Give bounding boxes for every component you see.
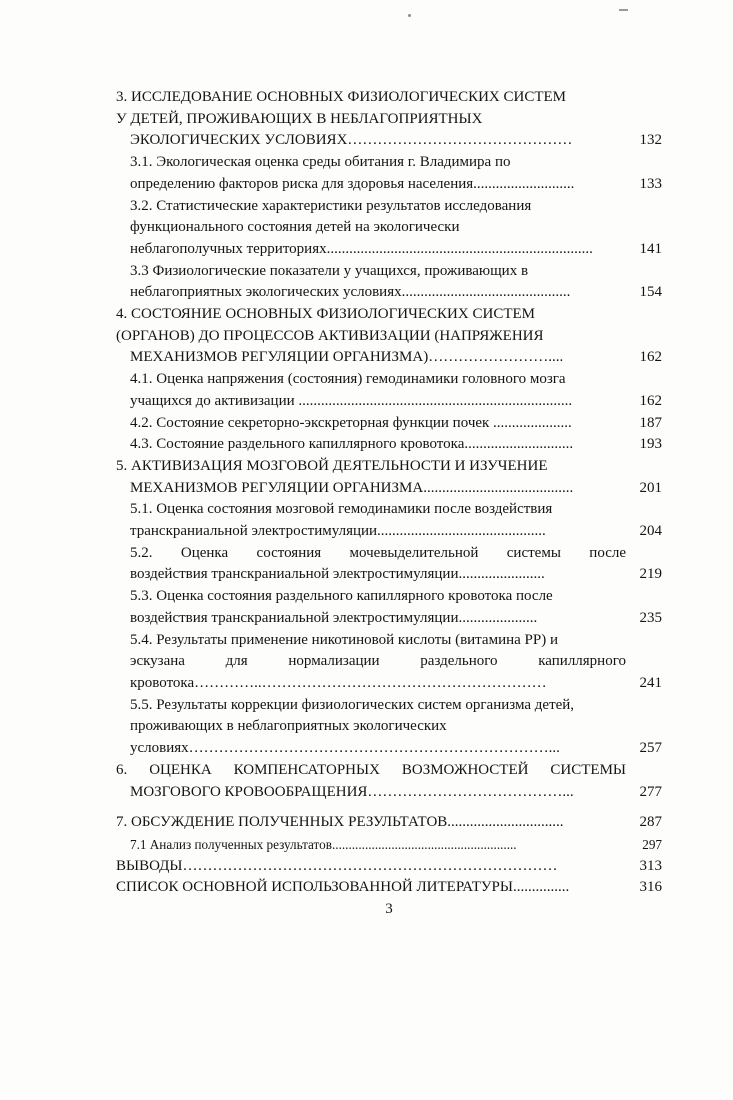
toc-entry-text: 7.1 Анализ полученных результатов........................................................ bbox=[130, 836, 517, 852]
toc-row bbox=[116, 543, 662, 565]
toc-entry-text: воздействия транскраниальной электростимуляции....................... bbox=[130, 566, 545, 583]
toc-entry-text: 4.1. Оценка напряжения (состояния) гемодинамики головного мозга bbox=[130, 371, 566, 388]
toc-row bbox=[116, 174, 662, 196]
toc-page-number: 313 bbox=[639, 857, 662, 874]
toc-row bbox=[116, 834, 662, 856]
toc-row bbox=[116, 369, 662, 391]
toc-page-number: 187 bbox=[639, 414, 662, 431]
toc-entry-text: 3.1. Экологическая оценка среды обитания г. Владимира по bbox=[130, 154, 511, 171]
toc-entry-text: ЭКОЛОГИЧЕСКИХ УСЛОВИЯХ……………………………………… bbox=[130, 132, 573, 149]
toc-entry-text: 3.2. Статистические характеристики результатов исследования bbox=[130, 197, 532, 214]
toc-row bbox=[116, 196, 662, 218]
toc-row bbox=[116, 217, 662, 239]
toc-entry-text: 3. ИССЛЕДОВАНИЕ ОСНОВНЫХ ФИЗИОЛОГИЧЕСКИХ СИСТЕМ bbox=[116, 89, 566, 105]
toc-row bbox=[116, 716, 662, 738]
toc-entry-text: эскузана для нормализации раздельного капиллярного bbox=[130, 653, 626, 670]
toc-row bbox=[116, 877, 662, 899]
toc-row bbox=[116, 261, 662, 283]
toc-entry-text: У ДЕТЕЙ, ПРОЖИВАЮЩИХ В НЕБЛАГОПРИЯТНЫХ bbox=[116, 110, 483, 127]
toc-row bbox=[116, 651, 662, 673]
toc-page-number: 219 bbox=[639, 566, 662, 583]
toc-row bbox=[116, 347, 662, 369]
toc-row bbox=[116, 326, 662, 348]
toc-page-number: 133 bbox=[639, 175, 662, 192]
toc-page-number: 241 bbox=[639, 674, 662, 691]
toc-entry-text: 5. АКТИВИЗАЦИЯ МОЗГОВОЙ ДЕЯТЕЛЬНОСТИ И ИЗУЧЕНИЕ bbox=[116, 457, 548, 474]
toc-entry-text: 5.1. Оценка состояния мозговой гемодинамики после воздействия bbox=[130, 501, 553, 518]
toc-entry-text: условиях………………………………………………………………... bbox=[130, 740, 560, 757]
toc-row bbox=[116, 130, 662, 152]
toc-page-number: 193 bbox=[639, 436, 662, 453]
toc-row bbox=[116, 109, 662, 131]
toc-row bbox=[116, 304, 662, 326]
toc-entry-text: СПИСОК ОСНОВНОЙ ИСПОЛЬЗОВАННОЙ ЛИТЕРАТУРЫ............... bbox=[116, 879, 570, 896]
toc-entry-text: ВЫВОДЫ………………………………………………………………… bbox=[116, 857, 558, 874]
toc-entry-text: кровотока…………..………………………………………………… bbox=[130, 674, 547, 691]
toc-entry-text: (ОРГАНОВ) ДО ПРОЦЕССОВ АКТИВИЗАЦИИ (НАПРЯЖЕНИЯ bbox=[116, 327, 544, 344]
scan-artifact-dash bbox=[619, 9, 628, 11]
toc-row bbox=[116, 673, 662, 695]
toc-row bbox=[116, 391, 662, 413]
toc-row bbox=[116, 239, 662, 261]
toc-entry-text: воздействия транскраниальной электростимуляции..................... bbox=[130, 609, 538, 626]
toc-entry-text: 4.3. Состояние раздельного капиллярного кровотока............................. bbox=[130, 436, 574, 453]
toc-entry-text: проживающих в неблагоприятных экологических bbox=[130, 718, 447, 735]
toc-row bbox=[116, 434, 662, 456]
toc-entry-text: учащихся до активизации ......................................................................... bbox=[130, 392, 573, 409]
toc-entry-text: 5.3. Оценка состояния раздельного капиллярного кровотока после bbox=[130, 588, 553, 605]
toc-page-number: 257 bbox=[639, 740, 662, 757]
toc-row bbox=[116, 695, 662, 717]
toc-row bbox=[116, 564, 662, 586]
page-footer bbox=[116, 901, 662, 918]
toc-entry-text: транскраниальной электростимуляции............................................. bbox=[130, 523, 546, 540]
toc-row bbox=[116, 608, 662, 630]
toc-row bbox=[116, 478, 662, 500]
toc-row bbox=[116, 521, 662, 543]
toc-page-number: 154 bbox=[639, 284, 662, 301]
toc-row bbox=[116, 413, 662, 435]
toc-row bbox=[116, 499, 662, 521]
toc-page-number: 235 bbox=[639, 609, 662, 626]
toc-entry-text: неблагоприятных экологических условиях............................................. bbox=[130, 284, 571, 301]
toc-entry-text: неблагополучных территориях....................................................................... bbox=[130, 240, 593, 257]
toc-entry-text: 7. ОБСУЖДЕНИЕ ПОЛУЧЕННЫХ РЕЗУЛЬТАТОВ............................... bbox=[116, 814, 564, 831]
toc-entry-text: 5.2. Оценка состояния мочевыделительной системы после bbox=[130, 544, 626, 561]
toc-row bbox=[116, 152, 662, 174]
toc-page-number: 204 bbox=[639, 523, 662, 540]
toc-row bbox=[116, 456, 662, 478]
toc-entry-text: 3.3 Физиологические показатели у учащихся, проживающих в bbox=[130, 262, 529, 279]
toc-page-number: 277 bbox=[639, 783, 662, 800]
toc-row bbox=[116, 856, 662, 878]
toc-entry-text: функционального состояния детей на экологически bbox=[130, 219, 460, 236]
toc-page-number: 201 bbox=[639, 479, 662, 496]
toc-row bbox=[116, 630, 662, 652]
toc-row bbox=[116, 87, 662, 109]
toc-entry-text: определению факторов риска для здоровья населения........................... bbox=[130, 175, 575, 192]
toc-entry-text: МЕХАНИЗМОВ РЕГУЛЯЦИИ ОРГАНИЗМА........................................ bbox=[130, 479, 574, 496]
toc-row bbox=[116, 282, 662, 304]
scan-artifact-dot bbox=[408, 14, 411, 17]
toc-entry-text: 4. СОСТОЯНИЕ ОСНОВНЫХ ФИЗИОЛОГИЧЕСКИХ СИСТЕМ bbox=[116, 306, 535, 323]
toc-row bbox=[116, 782, 662, 804]
toc-page-number: 162 bbox=[639, 349, 662, 366]
toc-page-number: 297 bbox=[642, 836, 662, 852]
toc-row bbox=[116, 586, 662, 608]
toc-page-number: 141 bbox=[639, 240, 662, 257]
toc-page-number: 316 bbox=[639, 879, 662, 896]
toc-page-number: 287 bbox=[639, 814, 662, 831]
toc-row bbox=[116, 738, 662, 760]
toc-entry-text: 5.5. Результаты коррекции физиологических систем организма детей, bbox=[130, 696, 575, 713]
toc-entry-text: 4.2. Состояние секреторно-экскреторная функции почек ..................... bbox=[130, 414, 572, 431]
toc-row bbox=[116, 812, 662, 834]
toc-entry-text: 6. ОЦЕНКА КОМПЕНСАТОРНЫХ ВОЗМОЖНОСТЕЙ СИСТЕМЫ bbox=[116, 761, 626, 778]
table-of-contents bbox=[116, 87, 662, 899]
toc-entry-text: МЕХАНИЗМОВ РЕГУЛЯЦИИ ОРГАНИЗМА)…………………….... bbox=[130, 349, 564, 366]
page-number: 3 bbox=[385, 901, 393, 917]
toc-row bbox=[116, 760, 662, 782]
toc-entry-text: 5.4. Результаты применение никотиновой кислоты (витамина РР) и bbox=[130, 631, 558, 648]
toc-entry-text: МОЗГОВОГО КРОВООБРАЩЕНИЯ…………………………………... bbox=[130, 783, 574, 800]
toc-page-number: 132 bbox=[639, 132, 662, 149]
toc-page-number: 162 bbox=[639, 392, 662, 409]
